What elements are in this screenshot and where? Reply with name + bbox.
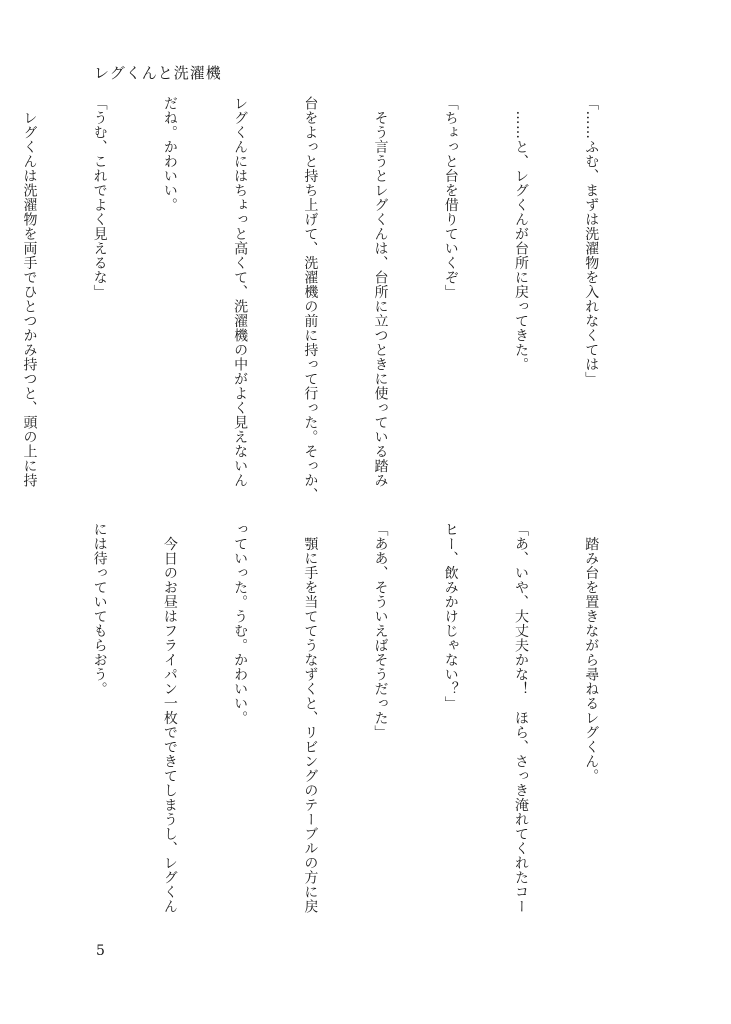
text-line: 今日のお昼はフライパン一枚でできてしまうし、レグくん — [161, 522, 178, 914]
text-line: レグくんは洗濯物を両手でひとつかみ持つと、頭の上に持 — [21, 96, 38, 488]
text-line: 「ちょっと台を借りていくぞ」 — [442, 96, 459, 299]
text-line: ヒー、飲みかけじゃない？」 — [442, 522, 459, 711]
text-line: そう言うとレグくんは、台所に立つときに使っている踏み — [372, 96, 389, 488]
page-number: 5 — [96, 943, 105, 959]
text-line: レグくんにはちょっと高くて、洗濯機の中がよく見えないん — [232, 96, 249, 488]
text-line: 「うむ、これでよく見えるな」 — [91, 96, 108, 299]
text-line: 「ああ、そういえばそうだった」 — [372, 522, 389, 740]
text-line: には待っていてもらおう。 — [91, 522, 108, 696]
text-line: 「あ、いや、大丈夫かな！ ほら、さっき淹れてくれたコー — [512, 522, 529, 914]
text-line: 「……ふむ、まずは洗濯物を入れなくては」 — [583, 96, 600, 386]
text-line: 踏み台を置きながら尋ねるレグくん。 — [583, 522, 600, 783]
text-line: っていった。うむ。かわいい。 — [232, 522, 249, 725]
text-line: ……と、レグくんが台所に戻ってきた。 — [512, 96, 529, 372]
page-header-title: レグくんと洗濯機 — [94, 64, 222, 82]
text-line: だね。かわいい。 — [161, 96, 178, 212]
text-line: 台をよっと持ち上げて、洗濯機の前に持って行った。そっか、 — [302, 96, 319, 502]
text-line: 顎に手を当ててうなずくと、リビングのテーブルの方に戻 — [302, 522, 319, 914]
text-block-top — [0, 96, 649, 506]
blank-line — [17, 522, 40, 926]
text-block-bottom — [0, 522, 649, 926]
